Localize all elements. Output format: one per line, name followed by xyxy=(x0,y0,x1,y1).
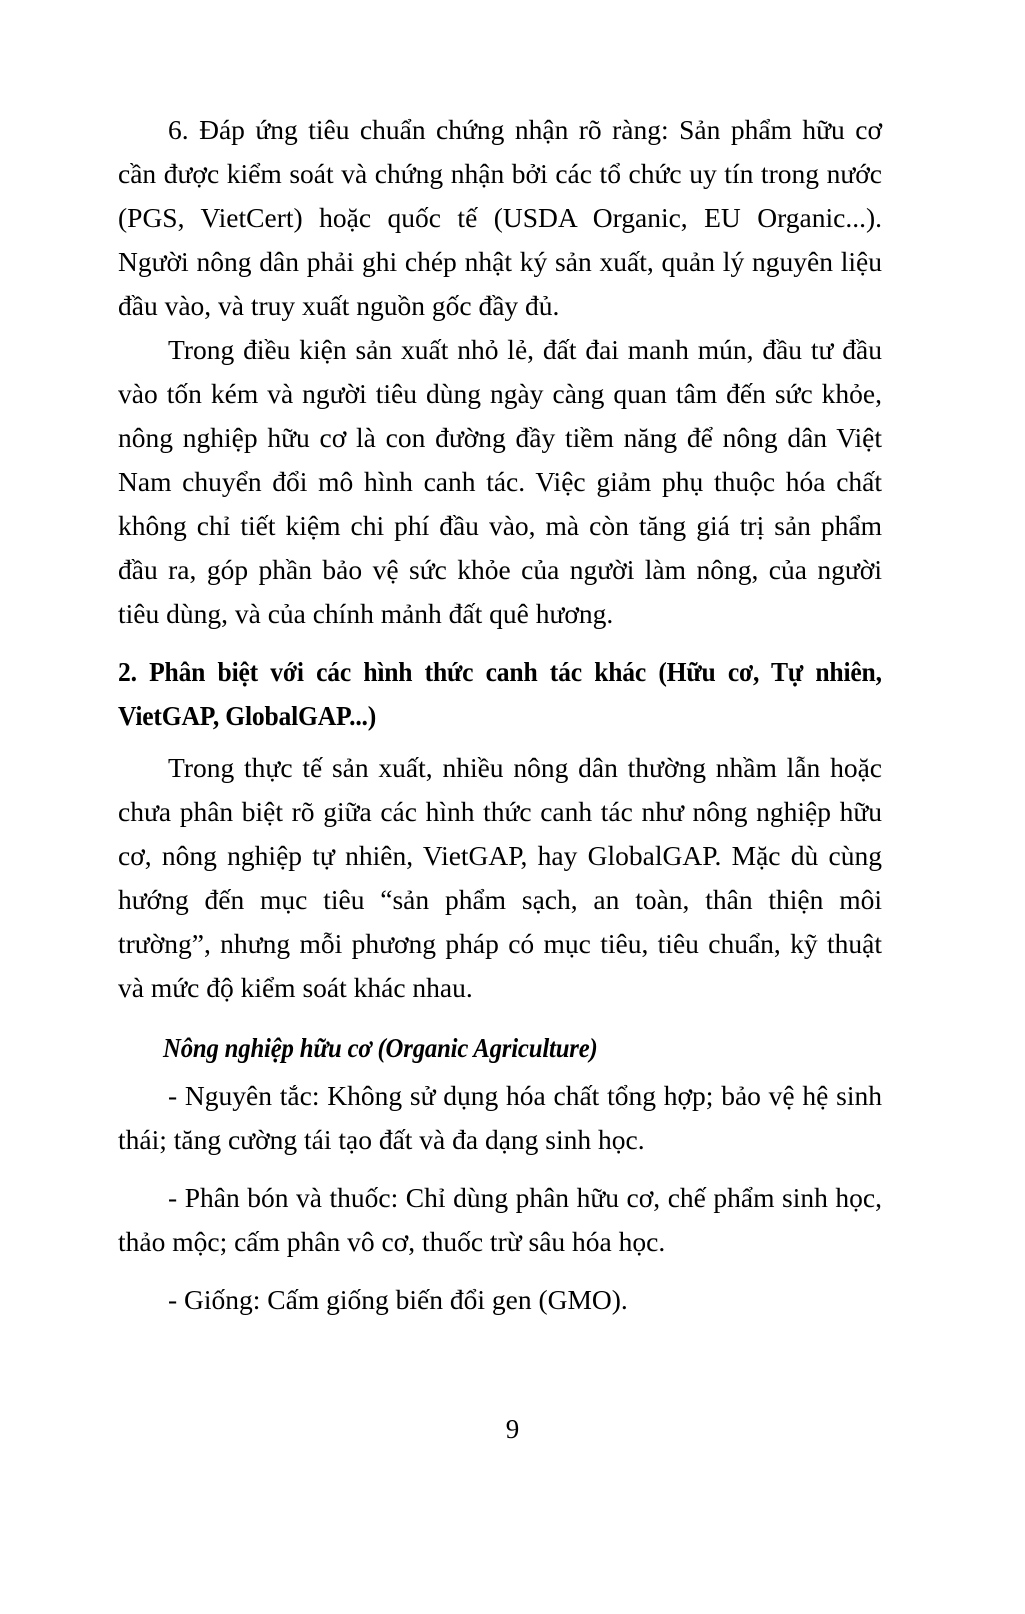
list-item-principle: - Nguyên tắc: Không sử dụng hóa chất tổng hợp; bảo vệ hệ sinh thái; tăng cường tái tạo đất và đa dạng sinh học. xyxy=(118,1080,882,1155)
paragraph-conditions: Trong điều kiện sản xuất nhỏ lẻ, đất đai manh mún, đầu tư đầu vào tốn kém và người tiêu dùng ngày càng quan tâm đến sức khỏe, nông nghiệp hữu cơ là con đường đầy tiềm năng để nông dân Việt Nam chuyển đổi mô hình canh tác. Việc giảm phụ thuộc hóa chất không chỉ tiết kiệm chi phí đầu vào, mà còn tăng giá trị sản phẩm đầu ra, góp phần bảo vệ sức khỏe của người làm nông, của người tiêu dùng, và của chính mảnh đất quê hương. xyxy=(118,334,882,629)
paragraph-confusion: Trong thực tế sản xuất, nhiều nông dân thường nhầm lẫn hoặc chưa phân biệt rõ giữa các hình thức canh tác như nông nghiệp hữu cơ, nông nghiệp tự nhiên, VietGAP, hay GlobalGAP. Mặc dù cùng hướng đến mục tiêu “sản phẩm sạch, an toàn, thân thiện môi trường”, nhưng mỗi phương pháp có mục tiêu, tiêu chuẩn, kỹ thuật và mức độ kiểm soát khác nhau. xyxy=(118,752,882,1003)
list-item-seed: - Giống: Cấm giống biến đổi gen (GMO). xyxy=(168,1284,628,1315)
list-item-fertilizer: - Phân bón và thuốc: Chỉ dùng phân hữu cơ, chế phẩm sinh học, thảo mộc; cấm phân vô cơ, thuốc trừ sâu hóa học. xyxy=(118,1182,882,1257)
sub-heading-organic-agriculture: Nông nghiệp hữu cơ (Organic Agriculture) xyxy=(163,1032,598,1063)
page-text-column xyxy=(118,108,882,1322)
section-heading: 2. Phân biệt với các hình thức canh tác khác (Hữu cơ, Tự nhiên, VietGAP, GlobalGAP...) xyxy=(118,656,882,731)
page-number: 9 xyxy=(505,1414,520,1444)
paragraph-certification: 6. Đáp ứng tiêu chuẩn chứng nhận rõ ràng: Sản phẩm hữu cơ cần được kiểm soát và chứng nhận bởi các tổ chức uy tín trong nước (PGS, VietCert) hoặc quốc tế (USDA Organic, EU Organic...). Người nông dân phải ghi chép nhật ký sản xuất, quản lý nguyên liệu đầu vào, và truy xuất nguồn gốc đầy đủ. xyxy=(118,114,882,321)
